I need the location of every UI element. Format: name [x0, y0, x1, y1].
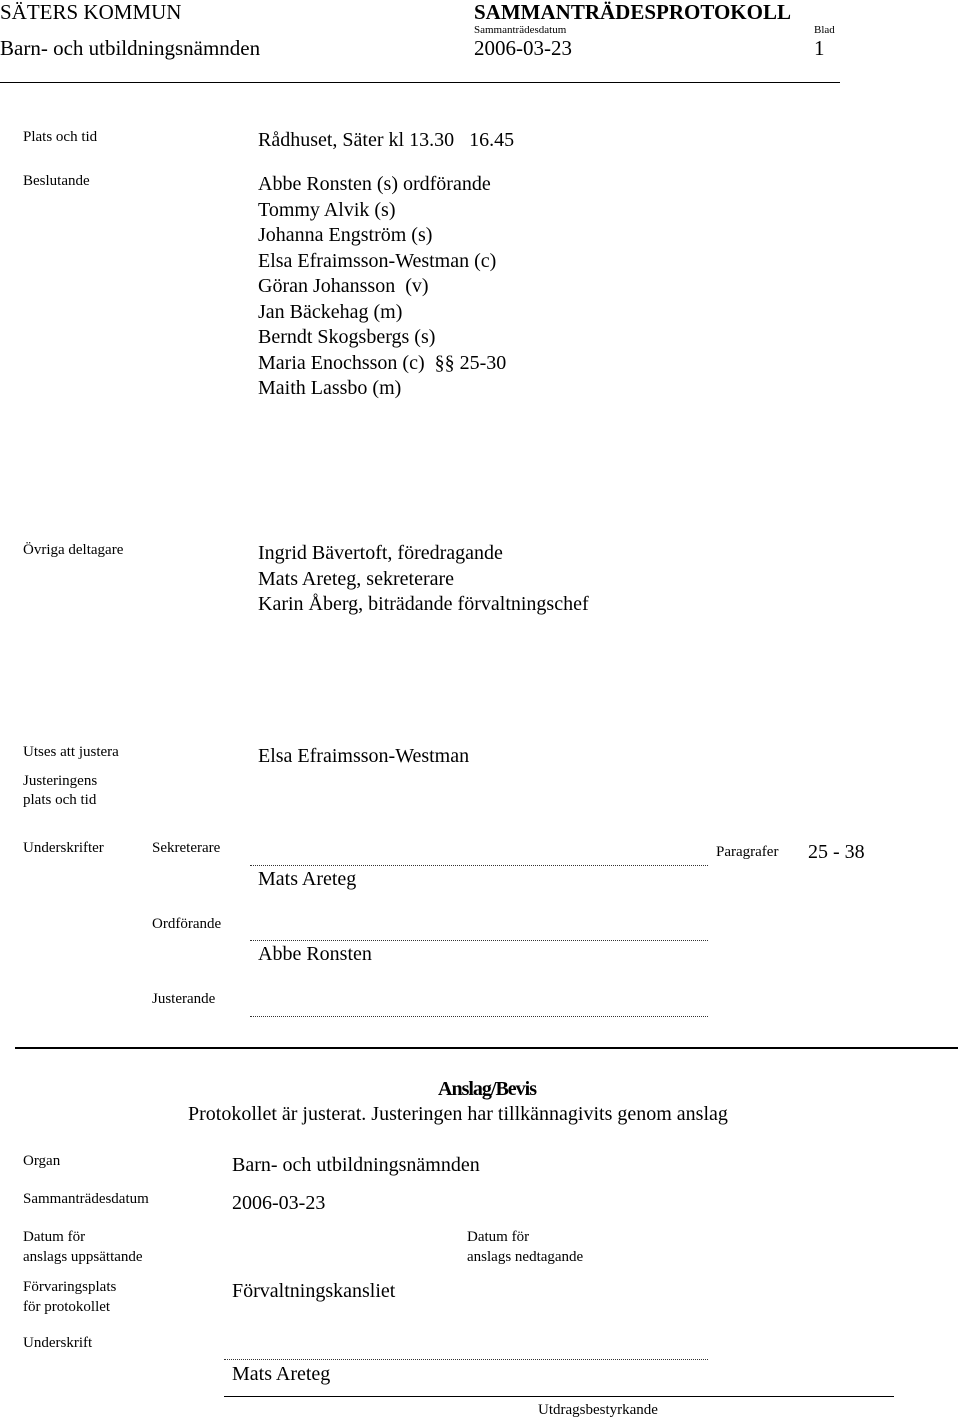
chair-label: Ordförande [152, 916, 222, 932]
adjuster-value: Elsa Efraimsson-Westman [258, 745, 470, 767]
meeting-date: 2006-03-23 [474, 36, 572, 60]
committee-name: Barn- och utbildningsnämnden [0, 36, 261, 60]
notice-date-value: 2006-03-23 [232, 1192, 326, 1214]
removal-date-label-2: anslags nedtagande [467, 1249, 584, 1265]
deciders-label: Beslutande [23, 173, 90, 189]
notice-date-label: Sammanträdesdatum [23, 1191, 149, 1207]
notice-divider [15, 1047, 958, 1049]
decider-item: Abbe Ronsten (s) ordförande [258, 173, 491, 195]
decider-item: Jan Bäckehag (m) [258, 300, 403, 323]
page-number: 1 [814, 36, 825, 60]
secretary-label: Sekreterare [152, 840, 221, 856]
notice-title: Anslag/Bevis [438, 1078, 537, 1100]
chair-name: Abbe Ronsten [258, 943, 372, 965]
page-label: Blad [814, 24, 835, 36]
signatures-label: Underskrifter [23, 840, 104, 856]
decider-item: Maith Lassbo (m) [258, 377, 402, 399]
footer-rule [224, 1396, 894, 1397]
adjust-place-label-2: plats och tid [23, 792, 97, 808]
others-label: Övriga deltagare [23, 542, 124, 558]
notice-signature-name: Mats Areteg [232, 1363, 331, 1385]
adjuster-label: Utses att justera [23, 744, 119, 760]
posting-date-label-1: Datum för [23, 1229, 86, 1245]
decider-item: Maria Enochsson (c) §§ 25-30 [258, 351, 507, 374]
other-participant: Ingrid Bävertoft, föredragande [258, 542, 503, 564]
notice-signature-line [224, 1359, 708, 1360]
decider-item: Johanna Engström (s) [258, 224, 433, 246]
paragraphs-value: 25 - 38 [808, 841, 865, 863]
place-label: Plats och tid [23, 129, 98, 145]
storage-label-1: Förvaringsplats [23, 1279, 117, 1295]
document-type: SAMMANTRÄDESPROTOKOLL [474, 0, 791, 24]
date-label: Sammanträdesdatum [474, 24, 567, 36]
removal-date-label-1: Datum för [467, 1229, 530, 1245]
storage-value: Förvaltningskansliet [232, 1280, 396, 1302]
other-participant: Karin Åberg, biträdande förvaltningschef [258, 593, 589, 615]
adjuster-signature-label: Justerande [152, 991, 216, 1007]
certification-label: Utdragsbestyrkande [538, 1402, 658, 1418]
decider-item: Göran Johansson (v) [258, 275, 429, 297]
decider-item: Elsa Efraimsson-Westman (c) [258, 249, 497, 272]
adjust-place-label-1: Justeringens [23, 773, 98, 789]
paragraphs-label: Paragrafer [716, 844, 779, 860]
municipality-name: SÄTERS KOMMUN [0, 0, 182, 24]
notice-statement: Protokollet är justerat. Justeringen har tillkännagivits genom anslag [188, 1103, 728, 1125]
secretary-signature-line [250, 865, 708, 866]
secretary-name: Mats Areteg [258, 868, 357, 890]
organ-value: Barn- och utbildningsnämnden [232, 1154, 480, 1176]
chair-signature-line [250, 940, 708, 941]
other-participant: Mats Areteg, sekreterare [258, 567, 455, 590]
adjuster-signature-line [250, 1016, 708, 1017]
organ-label: Organ [23, 1153, 61, 1169]
others-list [258, 541, 589, 618]
place-value: Rådhuset, Säter kl 13.30 16.45 [258, 129, 515, 151]
header-rule [0, 82, 840, 83]
deciders-list [258, 172, 506, 402]
posting-date-label-2: anslags uppsättande [23, 1249, 143, 1265]
decider-item: Berndt Skogsbergs (s) [258, 326, 436, 348]
decider-item: Tommy Alvik (s) [258, 198, 396, 221]
storage-label-2: för protokollet [23, 1299, 111, 1315]
notice-signature-label: Underskrift [23, 1335, 93, 1351]
